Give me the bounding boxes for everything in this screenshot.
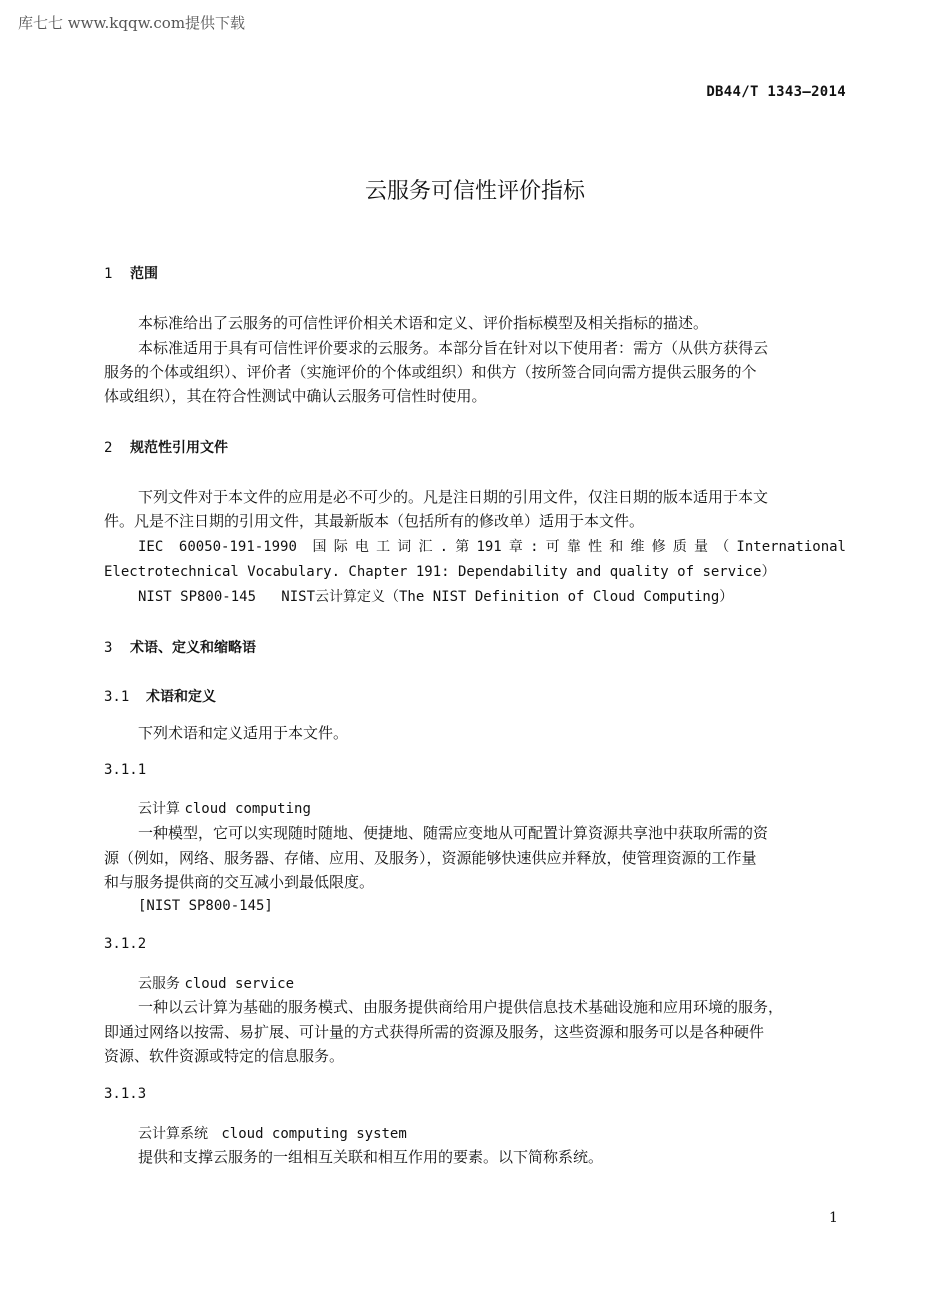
- definition-line: 和与服务提供商的交互减小到最低限度。: [104, 873, 375, 891]
- reference-nist: NIST SP800-145 NIST云计算定义（The NIST Definition of Cloud Computing）: [138, 589, 734, 605]
- term-zh: 云计算系统: [138, 1126, 208, 1142]
- definition-line: 资源、软件资源或特定的信息服务。: [104, 1047, 345, 1065]
- term-number: 3.1.2: [104, 936, 147, 952]
- paragraph-line: 件。凡是不注日期的引用文件，其最新版本（包括所有的修改单）适用于本文件。: [104, 512, 645, 530]
- term-title: [138, 798, 311, 818]
- definition-line: 提供和支撑云服务的一组相互关联和相互作用的要素。以下简称系统。: [138, 1148, 604, 1166]
- subsection-number: 3.1: [104, 689, 130, 705]
- term-number: 3.1.1: [104, 762, 147, 778]
- reference-iec-line1: IEC 60050-191-1990 国际电工词汇.第191章:可靠性和维修质量（International: [138, 539, 846, 555]
- paragraph-line: 下列文件对于本文件的应用是必不可少的。凡是注日期的引用文件，仅注日期的版本适用于本文: [138, 488, 769, 506]
- definition-line: 一种模型，它可以实现随时随地、便捷地、随需应变地从可配置计算资源共享池中获取所需的资: [138, 824, 769, 842]
- term-en: cloud computing system: [221, 1126, 407, 1142]
- paragraph-line: 体或组织），其在符合性测试中确认云服务可信性时使用。: [104, 387, 487, 405]
- paragraph: 下列术语和定义适用于本文件。: [138, 724, 349, 742]
- term-title: [138, 973, 294, 993]
- section-title: 术语、定义和缩略语: [130, 640, 256, 656]
- term-zh: 云服务: [138, 976, 180, 992]
- section-number: 3: [104, 640, 113, 656]
- section-number: 2: [104, 440, 113, 456]
- definition-line: 源（例如，网络、服务器、存储、应用、及服务），资源能够快速供应并释放，使管理资源的工作量: [104, 849, 757, 867]
- section-number: 1: [104, 266, 113, 282]
- subsection-title: 术语和定义: [146, 689, 216, 705]
- paragraph: 本标准给出了云服务的可信性评价相关术语和定义、评价指标模型及相关指标的描述。: [138, 314, 709, 332]
- paragraph-line: 服务的个体或组织）、评价者（实施评价的个体或组织）和供方（按所签合同向需方提供云服务的个: [104, 363, 757, 381]
- section-3-heading: [104, 637, 256, 657]
- section-title: 规范性引用文件: [130, 440, 228, 456]
- document-number: DB44/T 1343—2014: [706, 84, 846, 100]
- subsection-3-1-heading: [104, 686, 216, 706]
- paragraph-line: 本标准适用于具有可信性评价要求的云服务。本部分旨在针对以下使用者：需方（从供方获得云: [138, 339, 769, 357]
- term-en: cloud service: [184, 976, 295, 992]
- document-title: 云服务可信性评价指标: [364, 179, 585, 204]
- term-number: 3.1.3: [104, 1086, 147, 1102]
- watermark: 库七七 www.kqqw.com提供下载: [18, 14, 246, 32]
- page-number: 1: [829, 1210, 838, 1226]
- section-1-heading: [104, 263, 158, 283]
- term-en: cloud computing: [184, 801, 311, 817]
- section-title: 范围: [130, 266, 158, 282]
- definition-line: 一种以云计算为基础的服务模式、由服务提供商给用户提供信息技术基础设施和应用环境的服务，: [138, 998, 784, 1016]
- definition-line: 即通过网络以按需、易扩展、可计量的方式获得所需的资源及服务，这些资源和服务可以是各种硬件: [104, 1023, 765, 1041]
- term-title: [138, 1123, 407, 1143]
- term-source: [NIST SP800-145]: [138, 898, 273, 914]
- section-2-heading: [104, 437, 228, 457]
- term-zh: 云计算: [138, 801, 180, 817]
- reference-iec-line2: Electrotechnical Vocabulary. Chapter 191: Dependability and quality of service）: [104, 564, 776, 580]
